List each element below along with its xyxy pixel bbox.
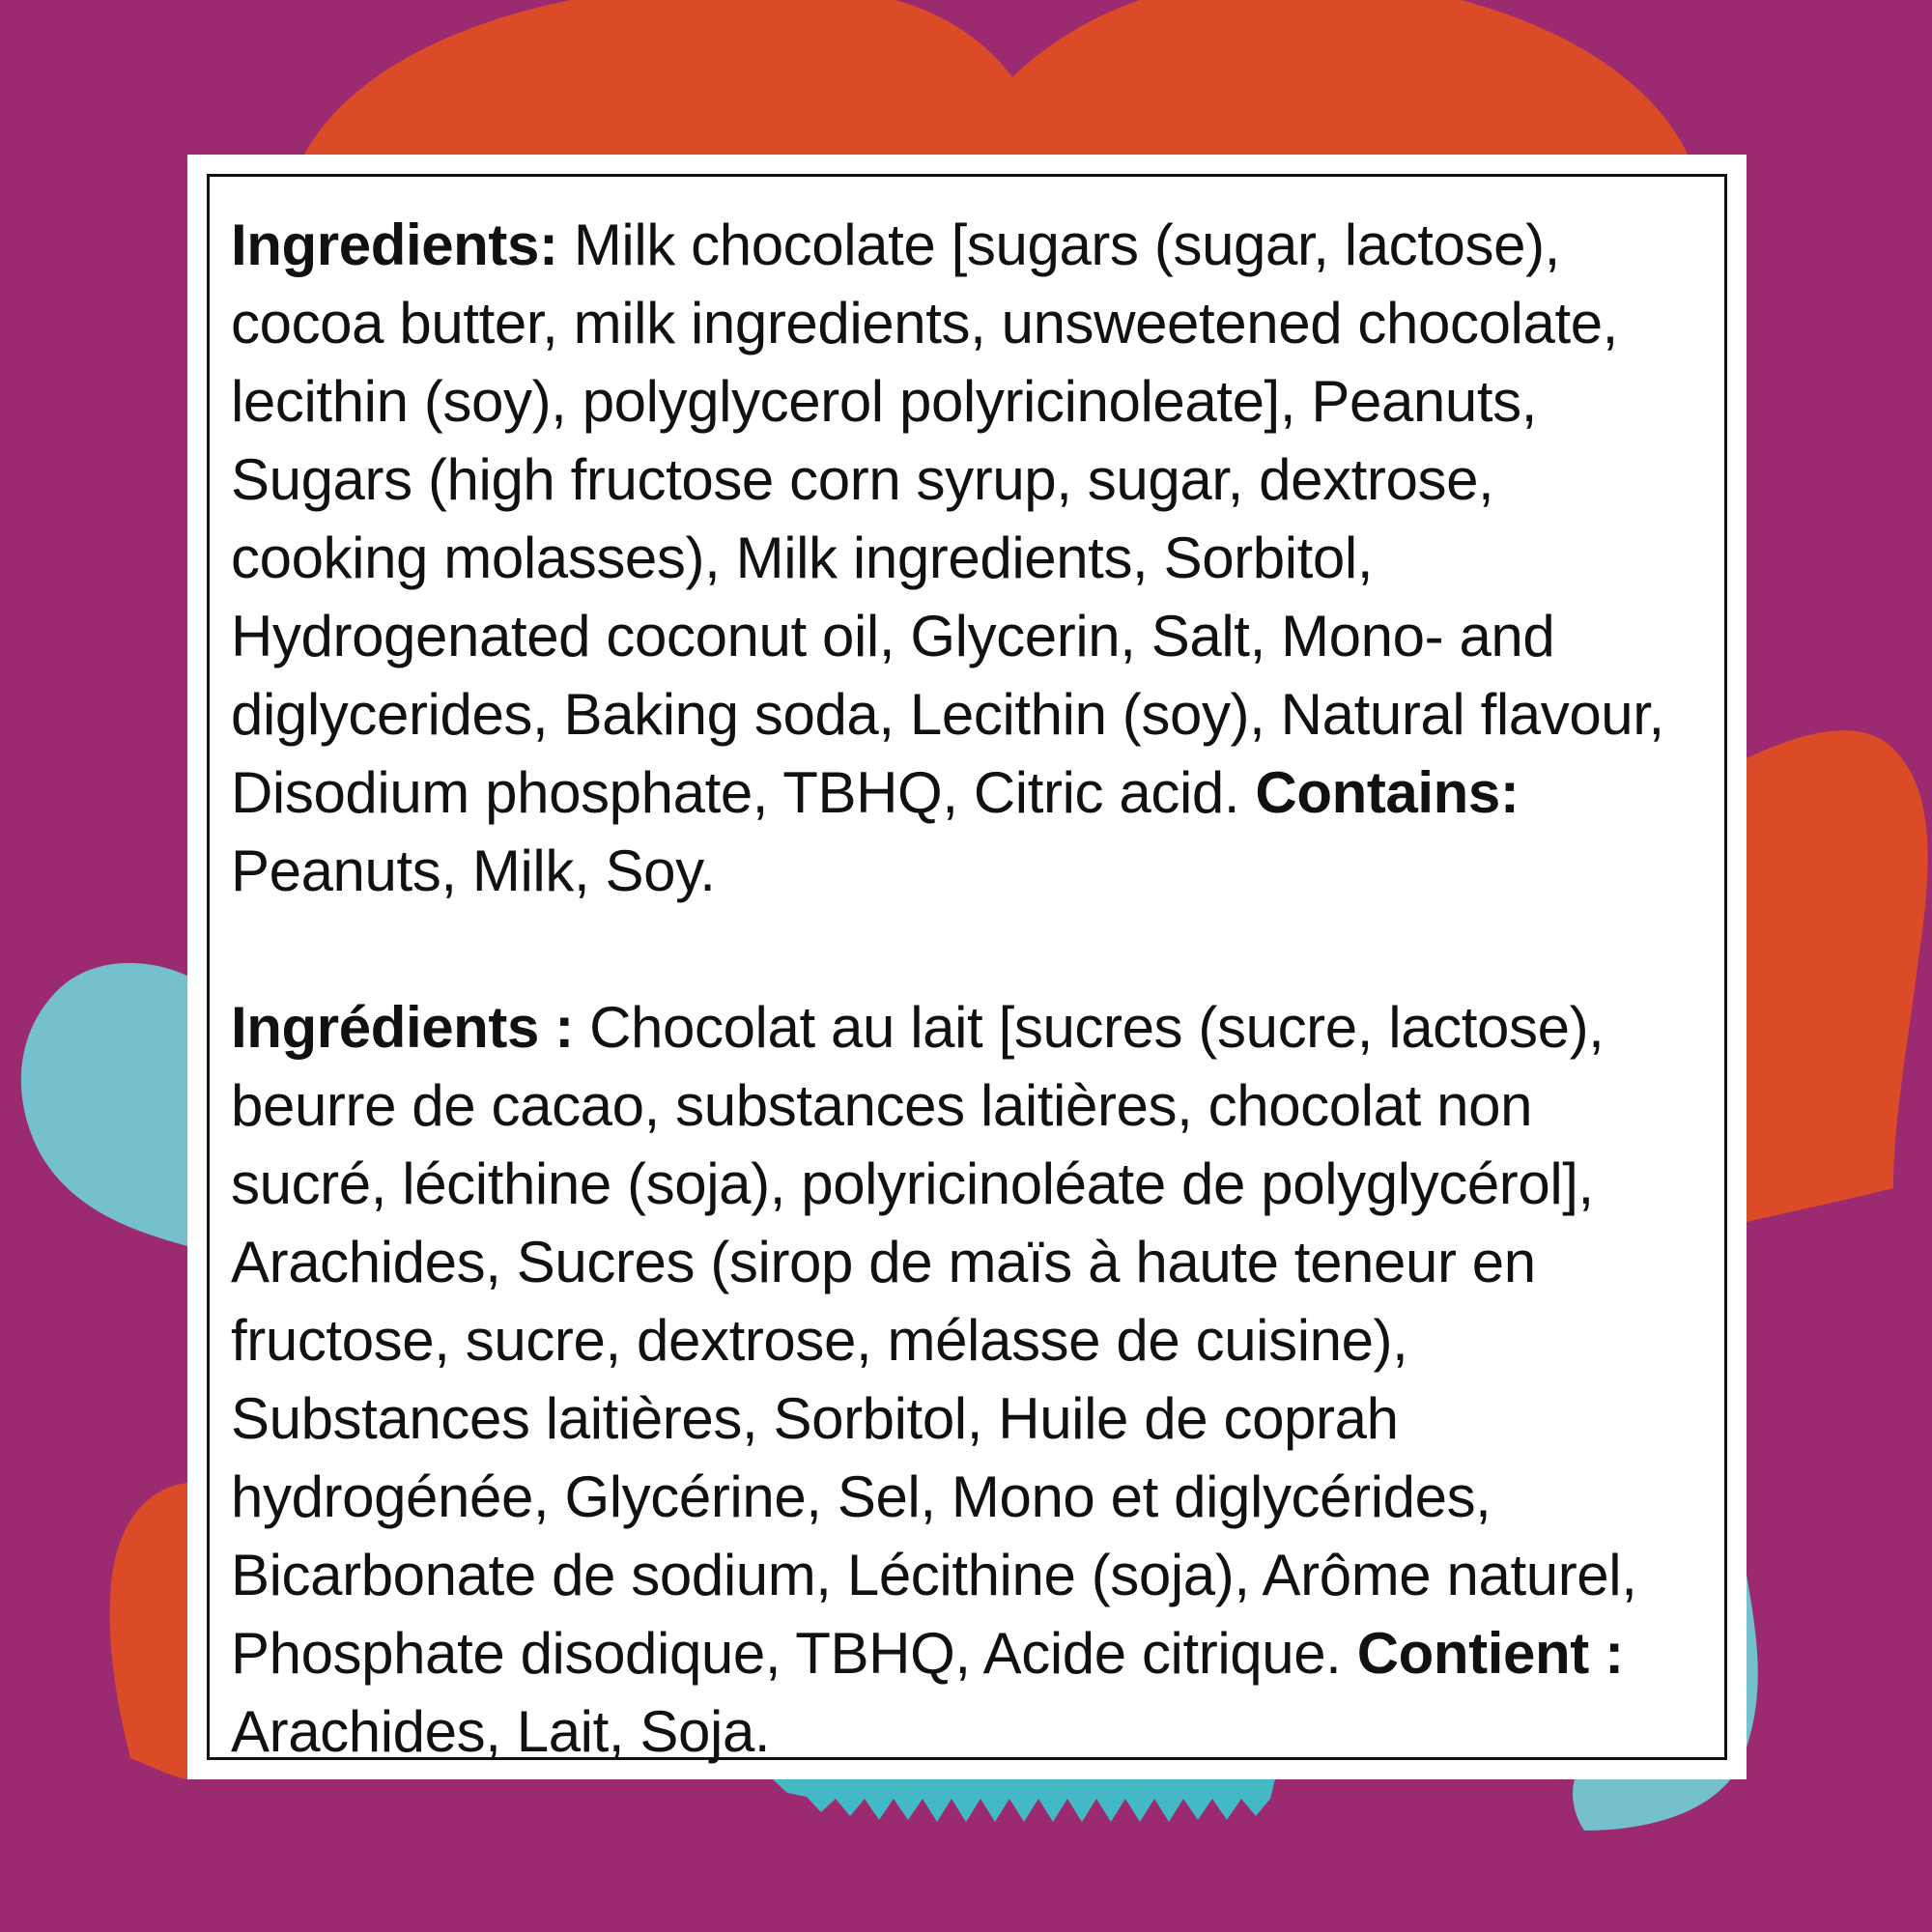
heart-orange-right xyxy=(1747,730,1928,1222)
ingredients-list-en: Milk chocolate [sugars (sugar, lactose), cocoa butter, milk ingredients, unsweetened chocolate, lecithin (soy), polyglycerol polyricinoleate], Peanuts, Sugars (high fructose corn syrup, sugar, dextrose, cooking molasses), Milk ingredients, Sorbitol, Hydrogenated coconut oil, Glycerin, Salt, Mono- and diglycerides, Baking soda, Lecithin (soy), Natural flavour, Disodium phosphate, TBHQ, Citric acid. xyxy=(231,213,1664,825)
ingredients-label xyxy=(187,155,1747,1779)
ingredients-heading-fr: Ingrédients : xyxy=(231,995,574,1060)
contains-label-en: Contains: xyxy=(1255,760,1520,825)
ingredients-heading-en: Ingredients: xyxy=(231,213,558,277)
contains-list-fr: Arachides, Lait, Soja. xyxy=(231,1699,771,1764)
ingredients-english xyxy=(231,206,1703,910)
heart-orange-bottom-left xyxy=(110,1483,187,1779)
cup-blue-bottom xyxy=(773,1779,1275,1822)
label-border xyxy=(207,174,1727,1764)
heart-blue-left xyxy=(21,963,187,1246)
ingredients-french xyxy=(231,988,1703,1771)
contains-label-fr: Contient : xyxy=(1356,1621,1624,1686)
contains-list-en: Peanuts, Milk, Soy. xyxy=(231,838,716,903)
ingredients-list-fr: Chocolat au lait [sucres (sucre, lactose), beurre de cacao, substances laitières, chocolat non sucré, lécithine (soja), polyricinoléate de polyglycérol], Arachides, Sucres (sirop de maïs à haute teneur en fructose, sucre, dextrose, mélasse de cuisine), Substances laitières, Sorbitol, Huile de coprah hydrogénée, Glycérine, Sel, Mono et diglycérides, Bicarbonate de sodium, Lécithine (soja), Arôme naturel, Phosphate disodique, TBHQ, Acide citrique. xyxy=(231,995,1637,1686)
